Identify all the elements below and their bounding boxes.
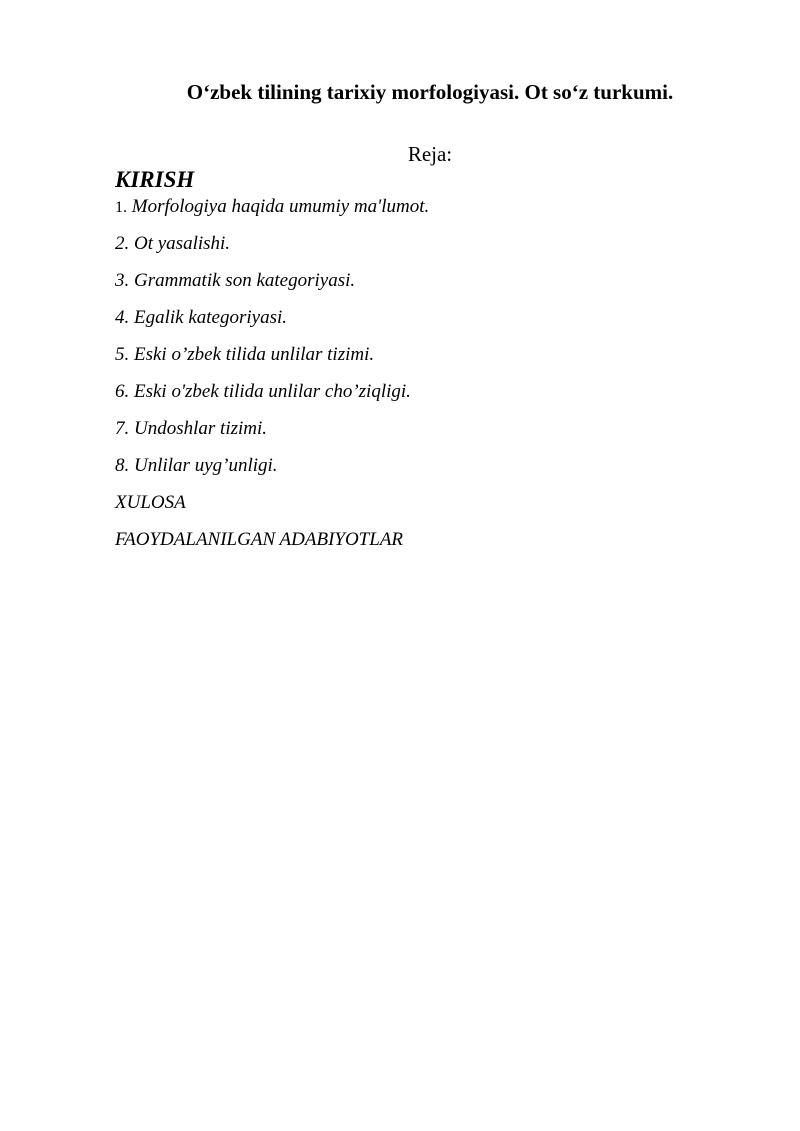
toc-item-text: FAOYDALANILGAN ADABIYOTLAR bbox=[115, 529, 404, 550]
toc-item-text: 5. Eski o’zbek tilida unlilar tizimi. bbox=[115, 344, 375, 365]
toc-item bbox=[115, 231, 429, 268]
toc-item bbox=[115, 342, 429, 379]
toc-item bbox=[115, 416, 429, 453]
toc-item bbox=[115, 379, 429, 416]
toc-item-text: 4. Egalik kategoriyasi. bbox=[115, 307, 288, 328]
intro-heading: KIRISH bbox=[115, 167, 195, 192]
toc-item-text: 8. Unlilar uyg’unligi. bbox=[115, 455, 278, 476]
toc-item bbox=[115, 194, 429, 231]
toc-item-text: 2. Ot yasalishi. bbox=[115, 233, 231, 254]
toc-item bbox=[115, 305, 429, 342]
toc-item-conclusion bbox=[115, 490, 429, 527]
toc-item-text: 6. Eski o'zbek tilida unlilar cho’ziqligi. bbox=[115, 381, 411, 402]
toc-item-text: 7. Undoshlar tizimi. bbox=[115, 418, 268, 439]
toc-item-text: 3. Grammatik son kategoriyasi. bbox=[115, 270, 356, 291]
toc-item-text: Morfologiya haqida umumiy ma'lumot. bbox=[127, 196, 430, 217]
document-title: O‘zbek tilining tarixiy morfologiyasi. Ot so‘z turkumi. bbox=[186, 80, 674, 104]
toc-item bbox=[115, 453, 429, 490]
toc-item-references bbox=[115, 527, 429, 564]
toc-item-text: XULOSA bbox=[115, 492, 186, 513]
toc-item bbox=[115, 268, 429, 305]
toc-item-number: 1. bbox=[115, 199, 127, 216]
plan-heading: Reja: bbox=[407, 142, 453, 166]
table-of-contents bbox=[115, 194, 429, 564]
